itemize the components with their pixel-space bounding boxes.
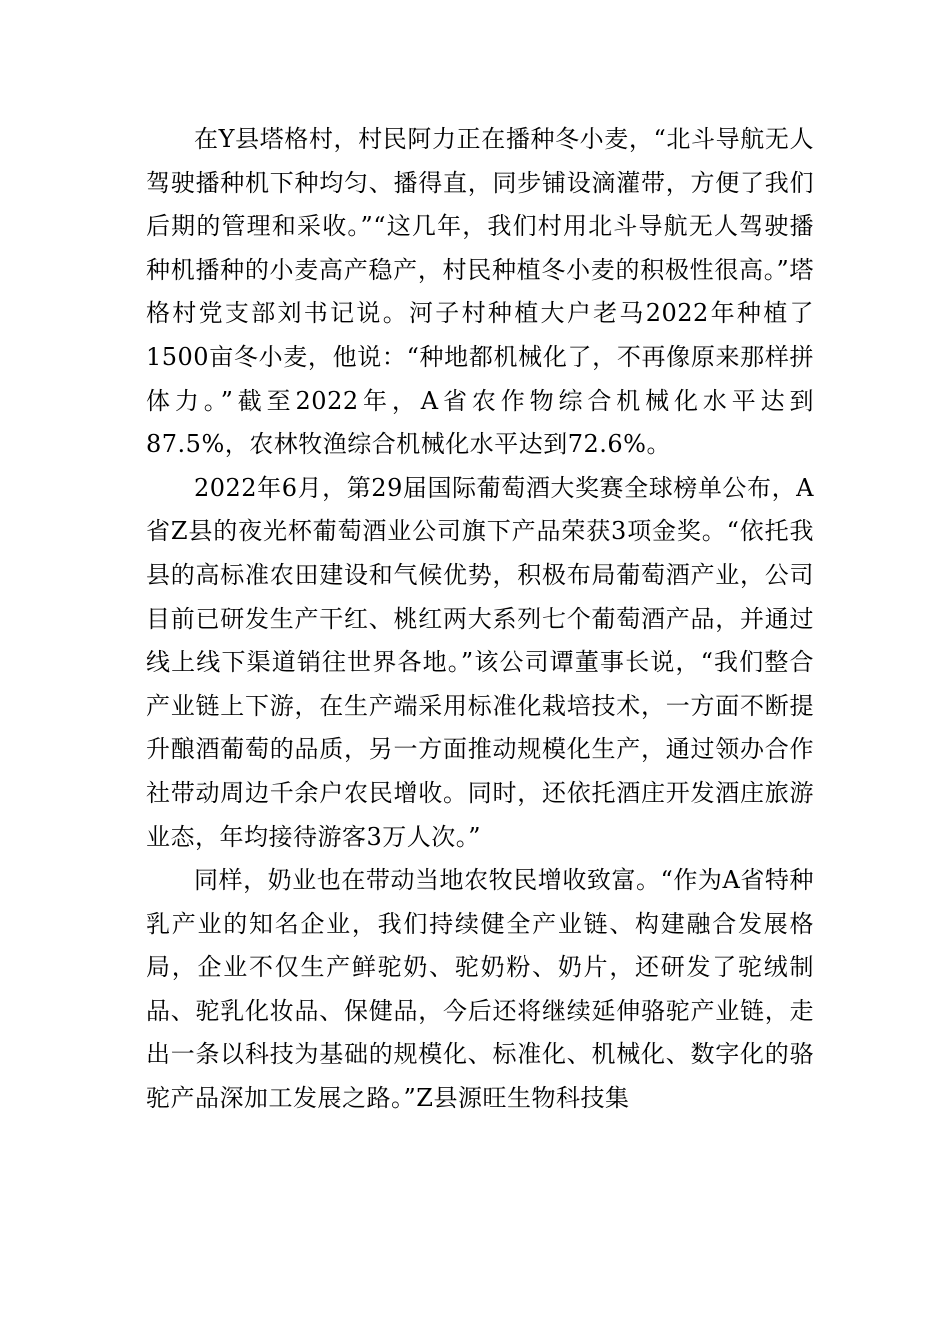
paragraph-dairy-industry: 同样，奶业也在带动当地农牧民增收致富。“作为A省特种乳产业的知名企业，我们持续健全产业链、构建融合发展格局，企业不仅生产鲜驼奶、驼奶粉、奶片，还研发了驼绒制品、驼乳化妆品、保健品，今后还将继续延伸骆驼产业链，走出一条以科技为基础的规模化、标准化、机械化、数字化的骆驼产品深加工发展之路。”Z县源旺生物科技集 (146, 866, 814, 1113)
document-body (146, 118, 814, 1121)
paragraph-wine-industry: 2022年6月，第29届国际葡萄酒大奖赛全球榜单公布，A省Z县的夜光杯葡萄酒业公司旗下产品荣获3项金奖。“依托我县的高标准农田建设和气候优势，积极布局葡萄酒产业，公司目前已研发生产干红、桃红两大系列七个葡萄酒产品，并通过线上线下渠道销往世界各地。”该公司谭董事长说，“我们整合产业链上下游，在生产端采用标准化栽培技术，一方面不断提升酿酒葡萄的品质，另一方面推动规模化生产，通过领办合作社带动周边千余户农民增收。同时，还依托酒庄开发酒庄旅游业态，年均接待游客3万人次。” (146, 473, 814, 851)
paragraph-mechanization: 在Y县塔格村，村民阿力正在播种冬小麦，“北斗导航无人驾驶播种机下种均匀、播得直，同步铺设滴灌带，方便了我们后期的管理和采收。”“这几年，我们村用北斗导航无人驾驶播种机播种的小麦高产稳产，村民种植冬小麦的积极性很高。”塔格村党支部刘书记说。河子村种植大户老马2022年种植了1500亩冬小麦，他说：“种地都机械化了，不再像原来那样拼体力。”截至2022年，A省农作物综合机械化水平达到87.5%，农林牧渔综合机械化水平达到72.6%。 (146, 125, 814, 459)
